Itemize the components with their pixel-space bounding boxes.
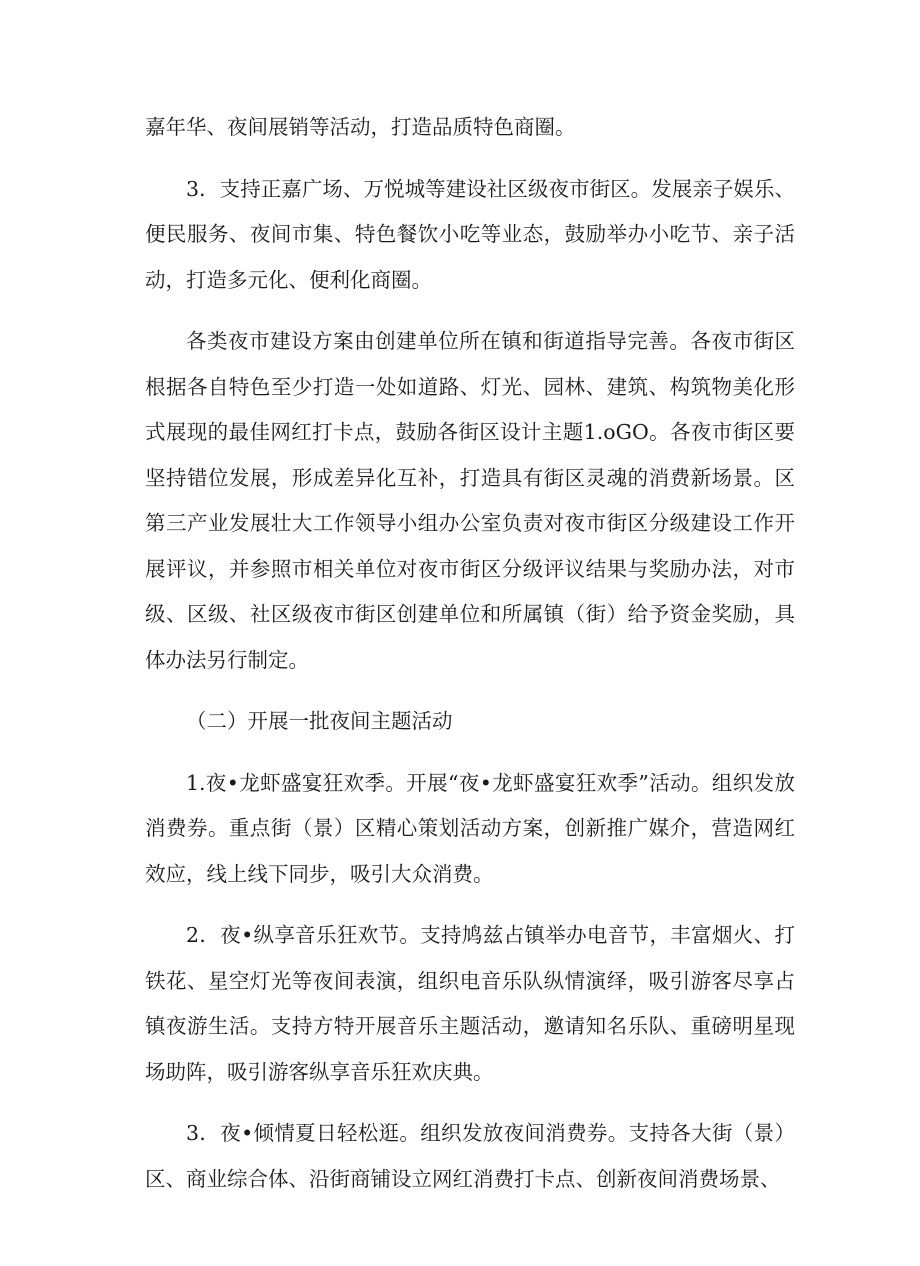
paragraph-item-3-community-night-market: 3．支持正嘉广场、万悦城等建设社区级夜市街区。发展亲子娱乐、便民服务、夜间市集、特色餐饮小吃等业态，鼓励举办小吃节、亲子活动，打造多元化、便利化商圈。 <box>145 176 795 292</box>
paragraph-night-market-plans: 各类夜市建设方案由创建单位所在镇和街道指导完善。各夜市街区根据各自特色至少打造一处如道路、灯光、园林、建筑、构筑物美化形式展现的最佳网红打卡点，鼓励各街区设计主题1.oGO。各夜市街区要坚持错位发展，形成差异化互补，打造具有街区灵魂的消费新场景。区第三产业发展壮大工作领导小组办公室负责对夜市街区分级建设工作开展评议，并参照市相关单位对夜市街区分级评议结果与奖励办法，对市级、区级、社区级夜市街区创建单位和所属镇（街）给予资金奖励，具体办法另行制定。 <box>145 329 795 672</box>
document-body <box>145 105 795 1218</box>
paragraph-item-2-music-carnival: 2．夜•纵享音乐狂欢节。支持鸠兹占镇举办电音节，丰富烟火、打铁花、星空灯光等夜间表演，组织电音乐队纵情演绎，吸引游客尽享占镇夜游生活。支持方特开展音乐主题活动，邀请知名乐队、重磅明星现场助阵，吸引游客纵享音乐狂欢庆典。 <box>145 923 795 1084</box>
section-heading-theme-activities: （二）开展一批夜间主题活动 <box>186 709 453 733</box>
paragraph-item-1-crayfish-carnival: 1.夜•龙虾盛宴狂欢季。开展“夜•龙虾盛宴狂欢季”活动。组织发放消费券。重点街（景）区精心策划活动方案，创新推广媒介，营造网红效应，线上线下同步，吸引大众消费。 <box>145 770 795 886</box>
paragraph-item-3-summer-shopping: 3．夜•倾情夏日轻松逛。组织发放夜间消费券。支持各大街（景）区、商业综合体、沿街商铺设立网红消费打卡点、创新夜间消费场景、 <box>145 1121 795 1191</box>
paragraph-continuation: 嘉年华、夜间展销等活动，打造品质特色商圈。 <box>145 115 576 139</box>
